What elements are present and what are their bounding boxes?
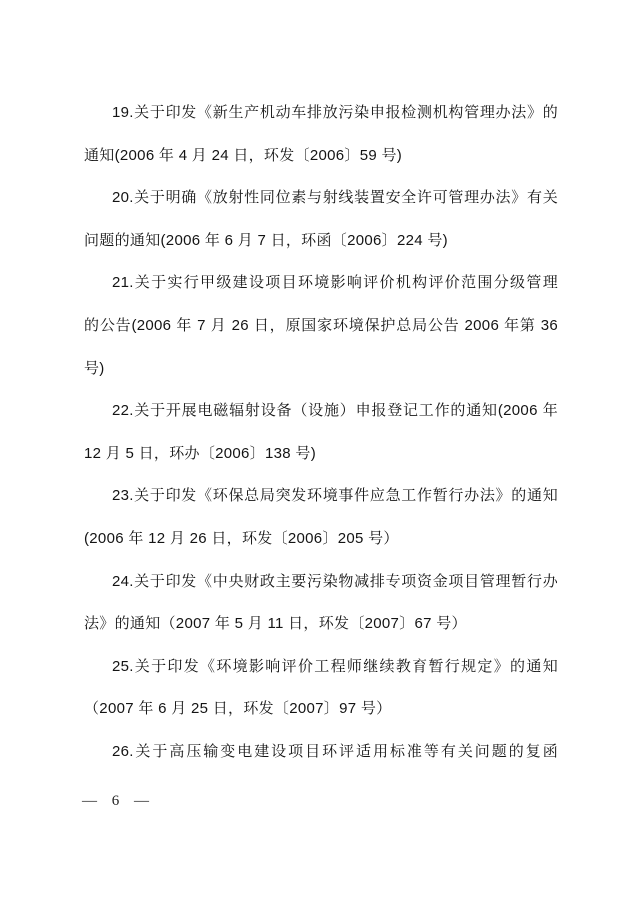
document-line: 25.关于印发《环境影响评价工程师继续教育暂行规定》的通知 [112, 657, 558, 675]
document-line: 23.关于印发《环保总局突发环境事件应急工作暂行办法》的通知 [112, 487, 558, 505]
page-footer [82, 789, 150, 813]
document-line: 号) [84, 359, 105, 377]
document-line: 21.关于实行甲级建设项目环境影响评价机构评价范围分级管理 [112, 274, 558, 292]
document-line: 19.关于印发《新生产机动车排放污染申报检测机构管理办法》的 [112, 104, 558, 121]
document-line: 12 月 5 日，环办〔2006〕138 号) [84, 444, 316, 462]
document-line: 26.关于高压输变电建设项目环评适用标准等有关问题的复函 [112, 742, 558, 760]
page-number: — 6 — [82, 793, 150, 809]
document-line: 22.关于开展电磁辐射设备（设施）申报登记工作的通知(2006 年 [112, 402, 558, 420]
document-line: 的公告(2006 年 7 月 26 日，原国家环境保护总局公告 2006 年第 36 [84, 316, 558, 334]
document-line: 24.关于印发《中央财政主要污染物减排专项资金项目管理暂行办 [112, 572, 558, 590]
document-line: 法》的通知（2007 年 5 月 11 日，环发〔2007〕67 号） [84, 615, 467, 633]
document-line: (2006 年 12 月 26 日，环发〔2006〕205 号） [84, 529, 399, 547]
document-body [84, 92, 558, 774]
document-line: （2007 年 6 月 25 日，环发〔2007〕97 号） [84, 700, 392, 718]
document-line: 20.关于明确《放射性同位素与射线装置安全许可管理办法》有关 [112, 189, 558, 207]
document-line: 问题的通知(2006 年 6 月 7 日，环函〔2006〕224 号) [84, 231, 448, 249]
document-line: 通知(2006 年 4 月 24 日，环发〔2006〕59 号) [84, 146, 403, 164]
